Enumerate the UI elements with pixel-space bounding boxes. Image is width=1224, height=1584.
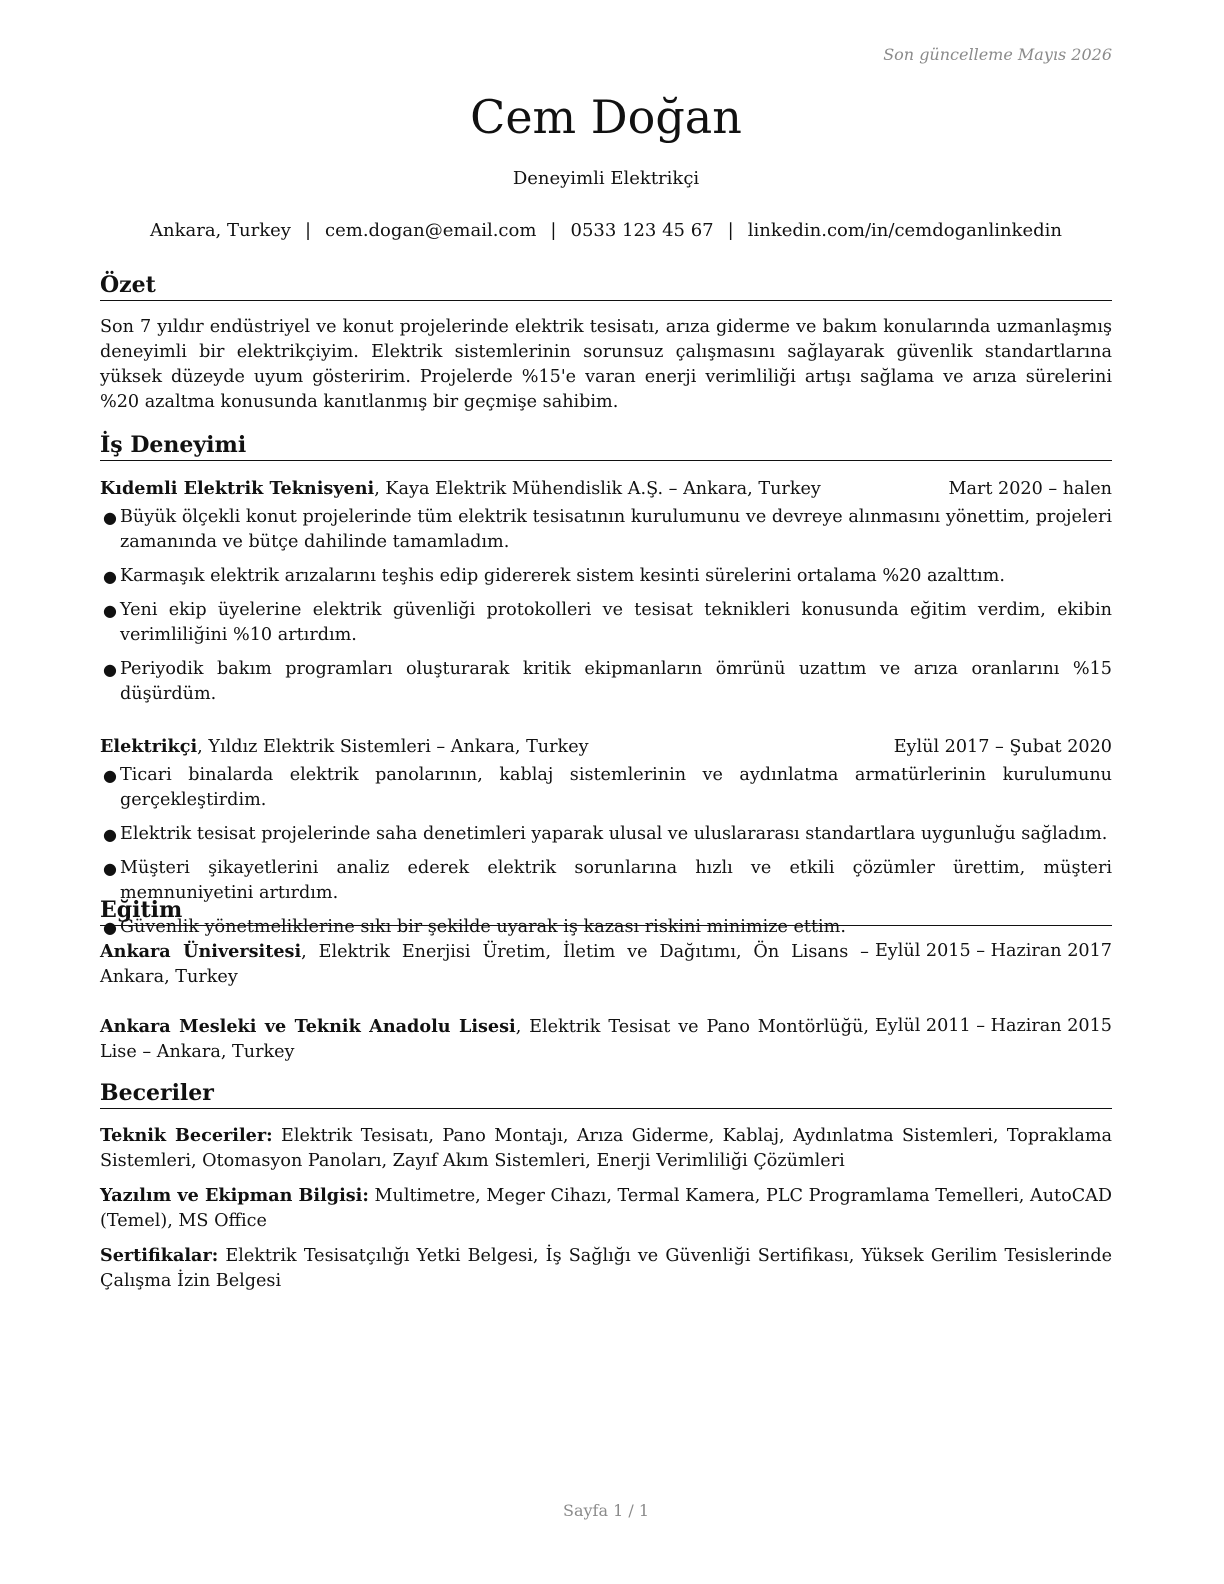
bullet-icon: ● <box>103 766 117 785</box>
contact-linkedin[interactable]: linkedin.com/in/cemdoganlinkedin <box>747 220 1062 241</box>
education-details: , Elektrik Tesisat ve Pano Montörlüğü, Lise – Ankara, Turkey <box>100 1017 869 1062</box>
experience-section <box>100 431 1112 949</box>
job-role: Elektrikçi <box>100 736 198 757</box>
job-role-company <box>100 476 948 502</box>
contact-location: Ankara, Turkey <box>149 220 291 241</box>
education-entry <box>100 939 1112 990</box>
skill-label: Yazılım ve Ekipman Bilgisi: <box>100 1185 369 1206</box>
skill-group <box>100 1243 1112 1294</box>
bullet-text: Müşteri şikayetlerini analiz ederek elektrik sorunlarına hızlı ve etkili çözümler ürettim, müşteri memnuniyetini artırdım. <box>120 858 1112 903</box>
job-header <box>100 476 1112 502</box>
contact-line <box>100 219 1112 243</box>
bullet-text: Karmaşık elektrik arızalarını teşhis edip gidererek sistem kesinti sürelerini ortalama %20 azalttım. <box>120 566 1005 586</box>
job-company: , Kaya Elektrik Mühendislik A.Ş. – Ankara, Turkey <box>374 479 821 499</box>
page-number: Sayfa 1 / 1 <box>562 1501 649 1520</box>
bullet-icon: ● <box>103 601 117 620</box>
education-school: Ankara Üniversitesi <box>100 941 302 962</box>
bullet-text: Periyodik bakım programları oluşturarak kritik ekipmanların ömrünü uzattım ve arıza oranlarını %15 düşürdüm. <box>120 659 1112 704</box>
skill-text: Multimetre, Meger Cihazı, Termal Kamera, PLC Programlama Temelleri, AutoCAD (Temel), MS Office <box>100 1186 1112 1231</box>
list-item <box>100 564 1112 589</box>
contact-separator: | <box>727 220 734 241</box>
skill-label: Sertifikalar: <box>100 1245 219 1266</box>
job-title: Deneyimli Elektrikçi <box>512 168 700 189</box>
job-dates: Mart 2020 – halen <box>948 479 1112 499</box>
skill-group <box>100 1123 1112 1174</box>
summary-text: Son 7 yıldır endüstriyel ve konut projelerinde elektrik tesisatı, arıza giderme ve bakım konularında uzmanlaşmış deneyimli bir elektrikçiyim. Elektrik sistemlerinin sorunsuz çalışmasını sağlayarak güvenlik standartlarına yüksek düzeyde uyum gösteririm. Projelerde %15'e varan enerji verimliliği artışı sağlama ve arıza sürelerini %20 azaltma konusunda kanıtlanmış bir geçmişe sahibim. <box>100 317 1112 412</box>
experience-heading: İş Deneyimi <box>100 431 1112 461</box>
bullet-icon: ● <box>103 567 117 586</box>
job-entry <box>100 476 1112 707</box>
job-company: , Yıldız Elektrik Sistemleri – Ankara, Turkey <box>197 737 589 757</box>
contact-phone[interactable]: 0533 123 45 67 <box>570 220 714 241</box>
bullet-text: Büyük ölçekli konut projelerinde tüm elektrik tesisatının kurulumunu ve devreye alınmasını yönettim, projeleri zamanında ve bütçe dahilinde tamamladım. <box>120 507 1112 552</box>
education-dates: Eylül 2011 – Haziran 2015 <box>874 1016 1112 1036</box>
list-item <box>100 822 1112 847</box>
job-bullets <box>100 505 1112 707</box>
bullet-icon: ● <box>103 660 117 679</box>
skill-text: Elektrik Tesisatçılığı Yetki Belgesi, İş Sağlığı ve Güvenliği Sertifikası, Yüksek Gerilim Tesislerinde Çalışma İzin Belgesi <box>100 1246 1112 1291</box>
bullet-text: Ticari binalarda elektrik panolarının, kablaj sistemlerinin ve aydınlatma armatürlerinin kurulumunu gerçekleştirdim. <box>120 765 1112 810</box>
last-updated: Son güncelleme Mayıs 2026 <box>883 45 1112 64</box>
job-header <box>100 734 1112 760</box>
summary-section <box>100 271 1112 415</box>
candidate-name: Cem Doğan <box>470 90 742 144</box>
bullet-icon: ● <box>103 918 117 937</box>
education-school: Ankara Mesleki ve Teknik Anadolu Lisesi <box>100 1016 516 1037</box>
list-item <box>100 763 1112 813</box>
education-section <box>100 896 1112 1065</box>
skill-label: Teknik Beceriler: <box>100 1125 273 1146</box>
job-role: Kıdemli Elektrik Teknisyeni <box>100 478 375 499</box>
job-role-company <box>100 734 894 760</box>
bullet-icon: ● <box>103 825 117 844</box>
bullet-icon: ● <box>103 508 117 527</box>
summary-heading: Özet <box>100 271 1112 301</box>
skill-group <box>100 1183 1112 1234</box>
bullet-text: Güvenlik yönetmeliklerine sıkı bir şekilde uyarak iş kazası riskini minimize ettim. <box>120 917 846 937</box>
bullet-text: Elektrik tesisat projelerinde saha denetimleri yaparak ulusal ve uluslararası standartlara uygunluğu sağladım. <box>120 824 1108 844</box>
education-entry <box>100 1014 1112 1065</box>
resume-page <box>100 0 1112 1584</box>
list-item <box>100 505 1112 555</box>
skills-section <box>100 1079 1112 1303</box>
education-school-details <box>100 1014 869 1065</box>
bullet-text: Yeni ekip üyelerine elektrik güvenliği protokolleri ve tesisat teknikleri konusunda eğitim verdim, ekibin verimliliğini %10 artırdım. <box>120 600 1112 645</box>
job-dates: Eylül 2017 – Şubat 2020 <box>893 737 1112 757</box>
education-heading: Eğitim <box>100 896 1112 926</box>
contact-separator: | <box>304 220 312 241</box>
skill-text: Elektrik Tesisatı, Pano Montajı, Arıza Giderme, Kablaj, Aydınlatma Sistemleri, Topraklama Sistemleri, Otomasyon Panoları, Zayıf Akım Sistemleri, Enerji Verimliliği Çözümleri <box>100 1126 1112 1171</box>
education-details: , Elektrik Enerjisi Üretim, İletim ve Dağıtımı, Ön Lisans – Ankara, Turkey <box>100 942 869 987</box>
contact-email[interactable]: cem.dogan@email.com <box>325 220 537 241</box>
education-school-details <box>100 939 869 990</box>
bullet-icon: ● <box>103 859 117 878</box>
skills-heading: Beceriler <box>100 1079 1112 1109</box>
list-item <box>100 598 1112 648</box>
contact-separator: | <box>550 220 557 241</box>
education-dates: Eylül 2015 – Haziran 2017 <box>874 941 1112 961</box>
list-item <box>100 657 1112 707</box>
